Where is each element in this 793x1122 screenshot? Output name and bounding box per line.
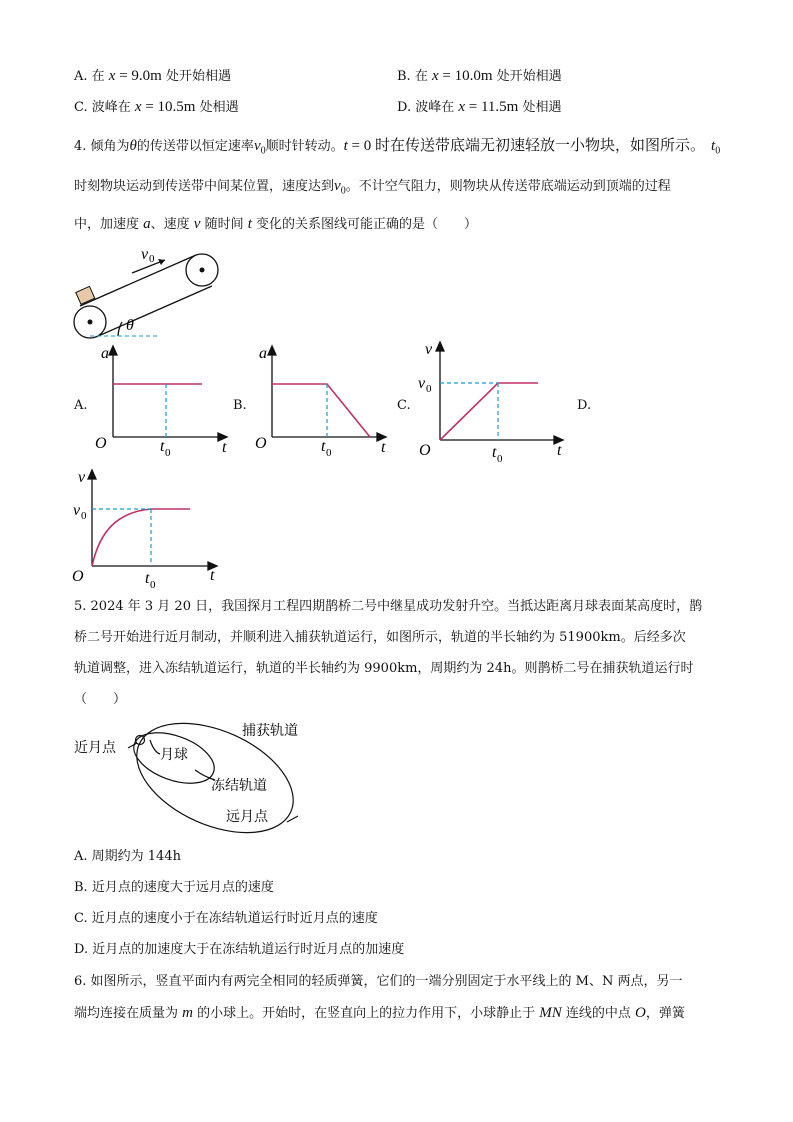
svg-text:t: t (557, 442, 562, 459)
q5-option-a: A. 周期约为 144h (74, 849, 181, 864)
q4-line-3: 中，加速度 a、速度 v 随时间 t 变化的关系图线可能正确的是（ ） (74, 216, 478, 232)
q5-option-d: D. 近月点的加速度大于在冻结轨道运行时近月点的加速度 (74, 942, 405, 957)
svg-text:冻结轨道: 冻结轨道 (211, 778, 267, 794)
q5-line-1: 5. 2024 年 3 月 20 日，我国探月工程四期鹊桥二号中继星成功发射升空。当抵达距离月球表面某高度时，鹊 (74, 599, 703, 614)
svg-text:0: 0 (326, 447, 332, 459)
q3-option-b: B. 在 x = 10.0m 处开始相遇 (397, 68, 562, 84)
q3-option-a: A. 在 x = 9.0m 处开始相遇 (74, 68, 231, 84)
q4-option-d-label: D. (577, 398, 592, 413)
svg-text:t: t (321, 438, 326, 455)
svg-text:O: O (72, 568, 84, 585)
svg-text:月球: 月球 (160, 747, 188, 763)
q5-option-c: C. 近月点的速度小于在冻结轨道运行时近月点的速度 (74, 911, 378, 926)
svg-text:t: t (222, 439, 227, 456)
svg-text:v: v (425, 341, 433, 358)
svg-text:0: 0 (426, 383, 432, 395)
q5-option-b: B. 近月点的速度大于远月点的速度 (74, 880, 274, 895)
q4-line-1: 4. 倾角为θ的传送带以恒定速率$v_0$顺时针转动。t = 0 时在传送带底端无初速轻放一小物块，如图所示。 $t_0$ (74, 138, 721, 157)
svg-text:O: O (255, 435, 267, 452)
svg-text:v: v (78, 469, 86, 486)
svg-text:0: 0 (150, 579, 156, 591)
q4-option-b-label: B. (233, 398, 247, 413)
svg-text:t: t (160, 438, 165, 455)
svg-text:0: 0 (149, 253, 155, 265)
q5-line-2: 桥二号开始进行近月制动，并顺利进入捕获轨道运行，如图所示，轨道的半长轴约为 51900km。后经多次 (74, 630, 686, 645)
svg-text:v: v (141, 246, 149, 263)
svg-text:远月点: 远月点 (226, 809, 268, 825)
svg-text:近月点: 近月点 (74, 740, 116, 756)
svg-text:t: t (381, 439, 386, 456)
svg-text:v: v (418, 375, 426, 392)
q6-line-2: 端均连接在质量为 m 的小球上。开始时，在竖直向上的拉力作用下，小球静止于 MN 连线的中点 O，弹簧 (74, 1005, 685, 1021)
svg-text:0: 0 (165, 447, 171, 459)
q5-line-4: （ ） (74, 692, 127, 707)
svg-text:a: a (101, 345, 109, 362)
q4-line-2: 时刻物块运动到传送带中间某位置，速度达到$v_0$。不计空气阻力，则物块从传送带底端运动到顶端的过程 (74, 178, 671, 197)
q3-option-d: D. 波峰在 x = 11.5m 处相遇 (397, 99, 562, 115)
q5-line-3: 轨道调整，进入冻结轨道运行，轨道的半长轴约为 9900km，周期约为 24h。则鹊桥二号在捕获轨道运行时 (74, 661, 694, 676)
svg-text:t: t (145, 570, 150, 587)
svg-text:θ: θ (126, 317, 134, 334)
q6-line-1: 6. 如图所示，竖直平面内有两完全相同的轻质弹簧，它们的一端分别固定于水平线上的 M、N 两点，另一 (74, 974, 683, 989)
svg-text:0: 0 (81, 510, 87, 522)
svg-text:O: O (419, 442, 431, 459)
q3-option-c: C. 波峰在 x = 10.5m 处相遇 (74, 99, 239, 115)
svg-text:0: 0 (497, 453, 503, 465)
svg-text:O: O (95, 435, 107, 452)
svg-text:捕获轨道: 捕获轨道 (242, 723, 298, 739)
q4-option-c-label: C. (397, 398, 411, 413)
svg-text:a: a (259, 345, 267, 362)
svg-text:t: t (210, 567, 215, 584)
svg-text:v: v (73, 502, 81, 519)
svg-text:t: t (492, 444, 497, 461)
q4-option-a-label: A. (74, 398, 88, 413)
